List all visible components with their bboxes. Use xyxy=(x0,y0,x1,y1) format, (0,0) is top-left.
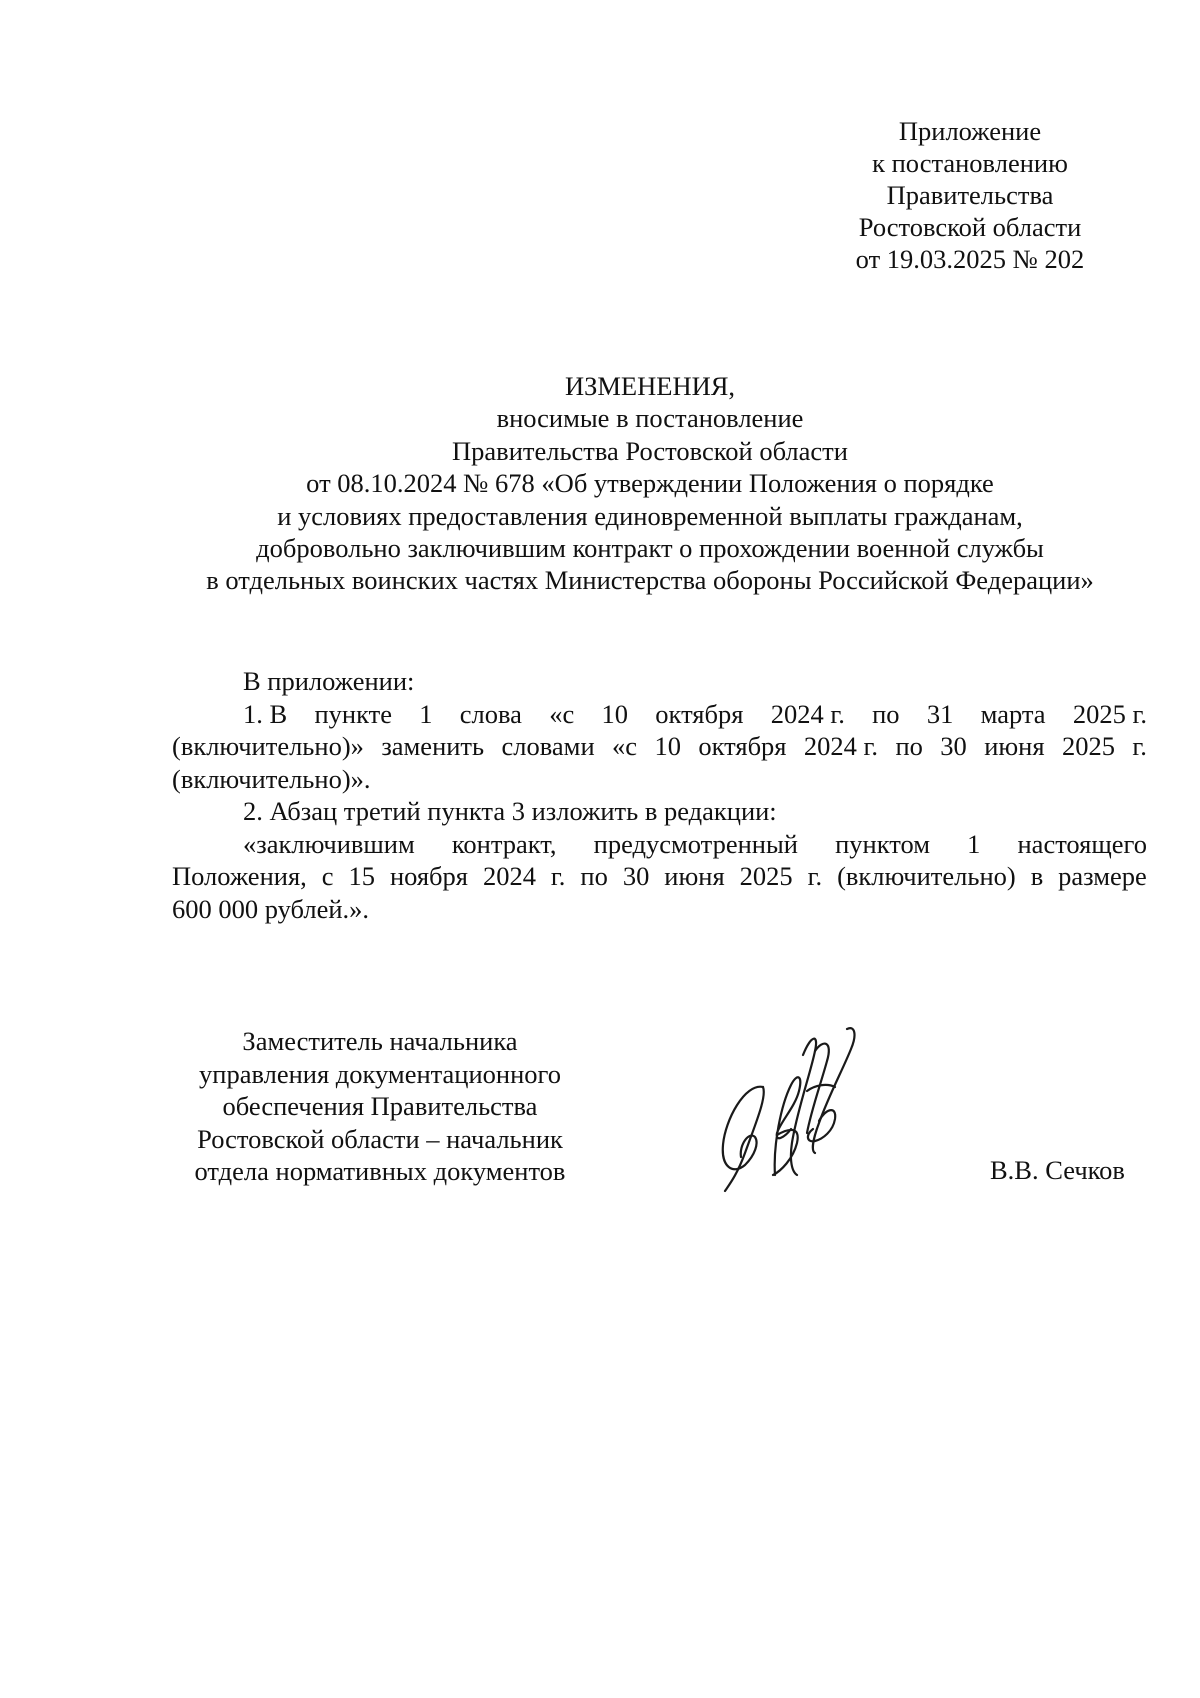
appendix-date-number: от 19.03.2025 № 202 xyxy=(855,244,1085,274)
word: (включительно)» xyxy=(172,731,364,761)
word: пунктом xyxy=(835,828,930,859)
word: заменить xyxy=(381,731,485,761)
appendix-line: Ростовской области xyxy=(858,212,1082,242)
title-heading: ИЗМЕНЕНИЯ, xyxy=(564,371,736,401)
word: «с xyxy=(549,698,575,729)
word: 10 xyxy=(601,698,629,729)
word: 2024 г. xyxy=(770,698,845,729)
title-line: от 08.10.2024 № 678 «Об утверждении Положения о порядке xyxy=(306,468,994,499)
document-body xyxy=(172,665,1147,925)
item1-line3: (включительно)». xyxy=(172,763,371,794)
word: 2025 г. xyxy=(1072,698,1147,729)
body-intro: В приложении: xyxy=(243,666,415,696)
quote-line3: 600 000 рублей.». xyxy=(172,893,370,924)
document-title xyxy=(150,370,1150,597)
word: июня xyxy=(984,731,1045,761)
word: 2025 xyxy=(739,861,793,891)
word: по xyxy=(895,731,923,761)
word: 2024 г. xyxy=(803,731,879,761)
word: 2025 xyxy=(1061,731,1115,761)
title-line: в отдельных воинских частях Министерства обороны Российской Федерации» xyxy=(206,565,1094,596)
word: 2024 xyxy=(482,861,536,891)
word: пункте xyxy=(314,698,392,729)
title-line: добровольно заключившим контракт о прохождении военной службы xyxy=(256,533,1044,564)
word: словами xyxy=(501,731,595,761)
word: 31 xyxy=(926,698,954,729)
word: «с xyxy=(612,731,638,761)
word: марта xyxy=(980,698,1046,729)
title-line: Правительства Ростовской области xyxy=(452,435,848,466)
title-line: вносимые в постановление xyxy=(496,403,804,434)
word: «заключившим xyxy=(243,828,415,859)
word: г. xyxy=(1132,731,1147,761)
quote-line1 xyxy=(172,828,1147,861)
word: с xyxy=(321,861,334,891)
word: 30 xyxy=(940,731,967,761)
word: 1. В xyxy=(243,698,288,729)
word: июня xyxy=(664,861,725,891)
word: Положения, xyxy=(172,861,307,891)
signer-position-line: управления документационного xyxy=(199,1058,561,1089)
appendix-line: Приложение xyxy=(898,116,1042,146)
signer-position-line: Заместитель начальника xyxy=(242,1026,518,1056)
word: в xyxy=(1030,861,1044,891)
word: размере xyxy=(1058,861,1147,891)
word: слова xyxy=(459,698,522,729)
appendix-header xyxy=(820,115,1120,275)
word: 1 xyxy=(419,698,433,729)
item2: 2. Абзац третий пункта 3 изложить в редакции: xyxy=(243,796,777,826)
word: контракт, xyxy=(451,828,557,859)
word: 30 xyxy=(622,861,650,891)
word: г. xyxy=(807,861,823,891)
signer-position-line: обеспечения Правительства xyxy=(222,1091,538,1121)
word: настоящего xyxy=(1017,828,1147,859)
word: 10 xyxy=(654,731,681,761)
word: октября xyxy=(698,731,787,761)
word: предусмотренный xyxy=(593,828,798,859)
title-line: и условиях предоставления единовременной выплаты гражданам, xyxy=(277,500,1023,531)
appendix-line: к постановлению xyxy=(872,148,1068,178)
word: октября xyxy=(655,698,744,729)
word: 15 xyxy=(348,861,375,891)
word: ноября xyxy=(389,861,468,891)
signer-position-line: Ростовской области – начальник xyxy=(197,1123,563,1154)
quote-line2 xyxy=(172,860,1147,893)
word: по xyxy=(872,698,900,729)
word: 1 xyxy=(967,828,981,859)
word: (включительно) xyxy=(837,861,1016,891)
signer-position-line: отдела нормативных документов xyxy=(194,1156,566,1186)
item1-line2 xyxy=(172,730,1147,763)
signer-position xyxy=(175,1025,585,1188)
handwritten-signature-icon xyxy=(715,1025,865,1195)
word: г. xyxy=(550,861,566,891)
appendix-line: Правительства xyxy=(886,180,1054,210)
signer-name: В.В. Сечков xyxy=(990,1155,1125,1185)
word: по xyxy=(580,861,608,891)
item1-line1 xyxy=(172,698,1147,731)
